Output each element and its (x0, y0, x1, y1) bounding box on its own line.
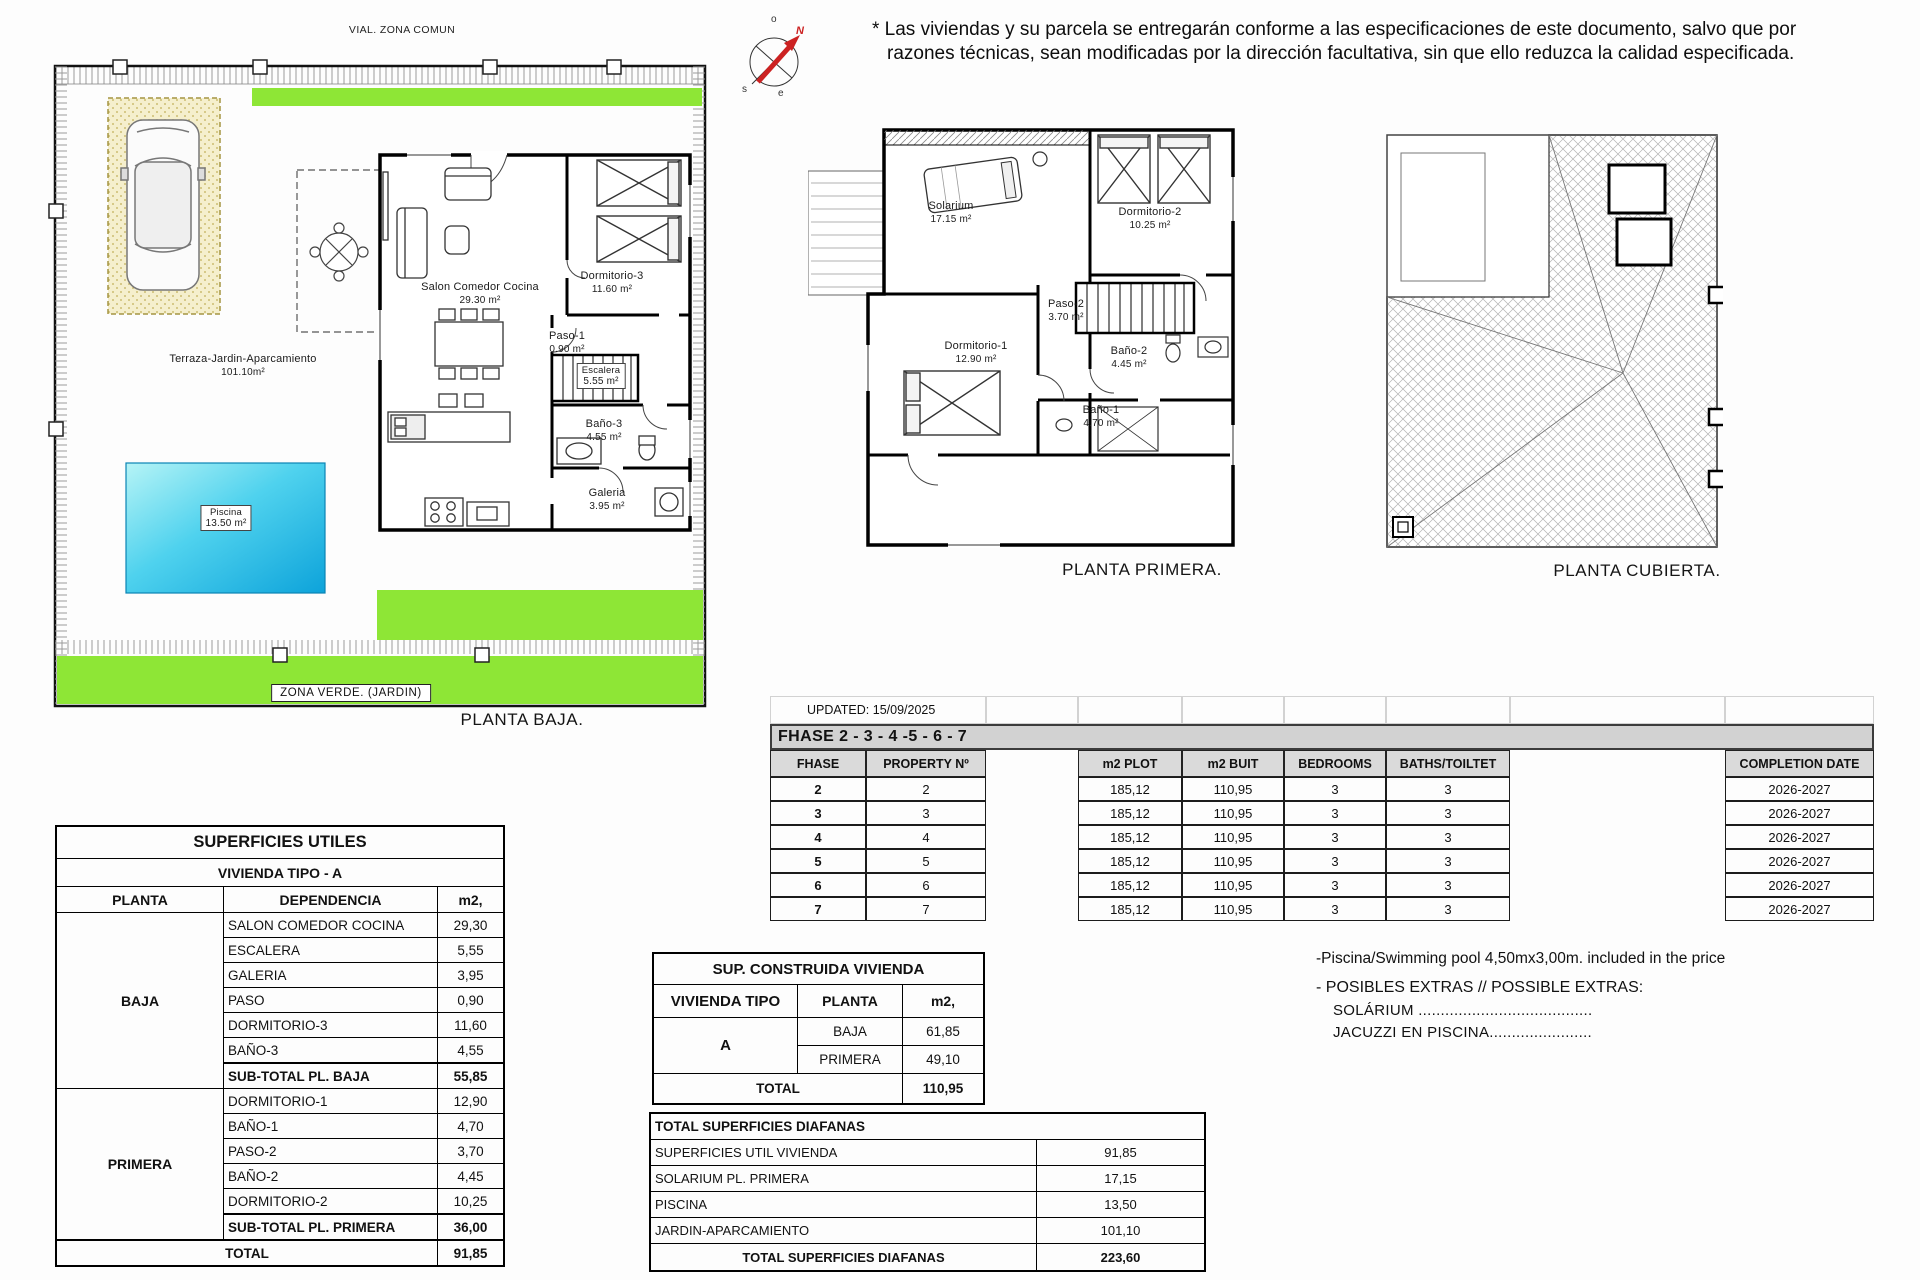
total-row (56, 1240, 504, 1266)
cell-bedrooms: 3 (1284, 825, 1386, 849)
table-row (653, 985, 984, 1018)
cell-completion: 2026-2027 (1725, 777, 1874, 801)
cell-baths: 3 (1386, 801, 1510, 825)
left-wall-hatch (55, 66, 67, 706)
cell-dependencia: GALERIA (224, 963, 438, 988)
table-row (650, 1192, 1205, 1218)
cell-built: 110,95 (1182, 897, 1284, 921)
room-label-solarium: Solarium 17.15 m² (928, 200, 974, 225)
table-row (650, 1113, 1205, 1140)
cell-m2: 49,10 (903, 1046, 985, 1074)
table-row (56, 887, 504, 913)
notes-block (1316, 950, 1816, 1041)
cell-property: 5 (866, 849, 986, 873)
room-label-dormitorio2: Dormitorio-2 10.25 m² (1118, 206, 1182, 231)
planta-primera-cell: PRIMERA (56, 1089, 224, 1241)
bottom-wall-hatch (55, 640, 705, 654)
louver-block (808, 171, 886, 295)
phase-banner: FHASE 2 - 3 - 4 -5 - 6 - 7 (770, 724, 1874, 750)
table-row (653, 1018, 984, 1046)
cell-total-label: TOTAL SUPERFICIES DIAFANAS (650, 1244, 1037, 1272)
planta-baja-title: PLANTA BAJA. (460, 710, 584, 729)
cell-bedrooms: 3 (1284, 801, 1386, 825)
cell-bedrooms: 3 (1284, 849, 1386, 873)
total-row (653, 1074, 984, 1105)
cell-fhase: 6 (770, 873, 866, 897)
table-row (56, 826, 504, 859)
col-header-dependencia: DEPENDENCIA (224, 887, 438, 913)
table-title: TOTAL SUPERFICIES DIAFANAS (650, 1113, 1205, 1140)
col-header-tipo: VIVIENDA TIPO (653, 985, 798, 1018)
cell-m2: 12,90 (438, 1089, 505, 1114)
room-label-paso2: Paso-2 3.70 m² (1047, 298, 1085, 323)
cell-dependencia: DORMITORIO-1 (224, 1089, 438, 1114)
room-label-salon: Salon Comedor Cocina 29.30 m² (421, 281, 539, 306)
cell-label: SUPERFICIES UTIL VIVIENDA (650, 1140, 1037, 1166)
cell-m2: 29,30 (438, 913, 505, 938)
cell-dependencia: PASO-2 (224, 1139, 438, 1164)
room-label-bano2: Baño-2 4.45 m² (1110, 345, 1148, 370)
house-walls (377, 151, 693, 530)
cell-fhase: 3 (770, 801, 866, 825)
col-header-completion: COMPLETION DATE (1725, 750, 1874, 777)
corner-marker (1393, 517, 1413, 537)
col-header-planta: PLANTA (798, 985, 903, 1018)
cell-baths: 3 (1386, 873, 1510, 897)
cell-plot: 185,12 (1078, 801, 1182, 825)
cell-property: 2 (866, 777, 986, 801)
cell-label: SOLARIUM PL. PRIMERA (650, 1166, 1037, 1192)
cell-total-m2: 223,60 (1037, 1244, 1206, 1272)
cell-fhase: 4 (770, 825, 866, 849)
cell-fhase: 5 (770, 849, 866, 873)
planta-baja-cell: BAJA (56, 913, 224, 1089)
cell-built: 110,95 (1182, 801, 1284, 825)
cell-dependencia: DORMITORIO-2 (224, 1189, 438, 1215)
cell-built: 110,95 (1182, 825, 1284, 849)
cell-subtotal-label: SUB-TOTAL PL. BAJA (224, 1063, 438, 1089)
cell-m2: 5,55 (438, 938, 505, 963)
cell-dependencia: BAÑO-1 (224, 1114, 438, 1139)
table-row (56, 913, 504, 938)
cell-total-label: TOTAL (56, 1240, 438, 1266)
col-header-bedrooms: BEDROOMS (1284, 750, 1386, 777)
table-row (56, 1089, 504, 1114)
cell-baths: 3 (1386, 897, 1510, 921)
table-subtitle: VIVIENDA TIPO - A (56, 859, 504, 887)
table-title: SUP. CONSTRUIDA VIVIENDA (653, 953, 984, 985)
cell-built: 110,95 (1182, 873, 1284, 897)
col-header-property: PROPERTY Nº (866, 750, 986, 777)
cell-built: 110,95 (1182, 849, 1284, 873)
compass-west-letter: o (771, 14, 777, 25)
green-strip-top (252, 88, 702, 106)
compass-east-letter: e (778, 88, 784, 98)
cell-plot: 185,12 (1078, 897, 1182, 921)
cell-m2: 4,55 (438, 1038, 505, 1064)
cell-completion: 2026-2027 (1725, 849, 1874, 873)
skylight (1609, 165, 1665, 213)
planta-primera-drawing (808, 125, 1248, 555)
table-row (653, 953, 984, 985)
extras-title: - POSIBLES EXTRAS // POSSIBLE EXTRAS: (1316, 979, 1644, 996)
stairs-icon (1076, 283, 1194, 333)
room-label-escalera: Escalera 5.55 m² (577, 363, 626, 389)
cell-dependencia: ESCALERA (224, 938, 438, 963)
cell-m2: 3,95 (438, 963, 505, 988)
cell-dependencia: SALON COMEDOR COCINA (224, 913, 438, 938)
extra-solarium: SOLÁRIUM ....................................... (1333, 1002, 1593, 1019)
cell-m2: 13,50 (1037, 1192, 1206, 1218)
room-label-galeria: Galeria 3.95 m² (588, 487, 626, 512)
car-icon (121, 120, 205, 290)
table-row (650, 1218, 1205, 1244)
cell-bedrooms: 3 (1284, 873, 1386, 897)
phase-table (770, 696, 1874, 921)
cell-built: 110,95 (1182, 777, 1284, 801)
cell-plot: 185,12 (1078, 825, 1182, 849)
planta-baja-drawing (47, 10, 712, 710)
sup-construida-table (652, 952, 985, 1105)
garden-table-icon (310, 223, 368, 281)
cell-m2: 101,10 (1037, 1218, 1206, 1244)
cell-property: 6 (866, 873, 986, 897)
table-row (56, 859, 504, 887)
cell-m2: 61,85 (903, 1018, 985, 1046)
total-row (650, 1244, 1205, 1272)
cell-property: 3 (866, 801, 986, 825)
cell-dependencia: DORMITORIO-3 (224, 1013, 438, 1038)
cell-baths: 3 (1386, 849, 1510, 873)
cell-completion: 2026-2027 (1725, 873, 1874, 897)
piscina-label: Piscina 13.50 m² (200, 505, 251, 531)
cell-m2: 3,70 (438, 1139, 505, 1164)
cell-label: PISCINA (650, 1192, 1037, 1218)
cell-planta: BAJA (798, 1018, 903, 1046)
cell-fhase: 7 (770, 897, 866, 921)
planta-primera-title: PLANTA PRIMERA. (1062, 560, 1222, 579)
cell-total-m2: 91,85 (438, 1240, 505, 1266)
cell-dependencia: BAÑO-3 (224, 1038, 438, 1064)
cell-baths: 3 (1386, 825, 1510, 849)
compass-icon (738, 10, 810, 98)
cell-bedrooms: 3 (1284, 777, 1386, 801)
pool-note: -Piscina/Swimming pool 4,50mx3,00m. included in the price (1316, 950, 1726, 967)
compass-south-letter: s (742, 84, 747, 95)
room-label-bano1: Baño-1 4.70 m² (1082, 404, 1120, 429)
col-header-planta: PLANTA (56, 887, 224, 913)
room-label-bano3: Baño-3 4.55 m² (585, 418, 623, 443)
cell-tipo: A (653, 1018, 798, 1074)
diafanas-table (649, 1112, 1206, 1272)
col-header-baths: BATHS/TOILTET (1386, 750, 1510, 777)
cell-subtotal-label: SUB-TOTAL PL. PRIMERA (224, 1214, 438, 1240)
cell-property: 4 (866, 825, 986, 849)
cell-plot: 185,12 (1078, 777, 1182, 801)
side-table-icon (1033, 152, 1047, 166)
cell-planta: PRIMERA (798, 1046, 903, 1074)
room-label-paso1: Paso-1 0.90 m² (548, 330, 586, 355)
cell-m2: 91,85 (1037, 1140, 1206, 1166)
bed-icon (904, 371, 1000, 435)
updated-cell: UPDATED: 15/09/2025 (770, 696, 986, 724)
disclaimer-text: * Las viviendas y su parcela se entregarán conforme a las especificaciones de este documento, salvo que por razones técnicas, sean modificadas por la dirección facultativa, sin que ello reduzca la calidad especificada. (872, 19, 1797, 64)
cell-m2: 4,70 (438, 1114, 505, 1139)
col-header-built: m2 BUIT (1182, 750, 1284, 777)
green-block-bottom-right (377, 590, 703, 640)
col-header-fhase: FHASE (770, 750, 866, 777)
skylight (1617, 219, 1671, 265)
cell-subtotal-m2: 36,00 (438, 1214, 505, 1240)
cell-plot: 185,12 (1078, 849, 1182, 873)
cell-m2: 4,45 (438, 1164, 505, 1189)
zona-verde-label: ZONA VERDE. (JARDIN) (271, 684, 431, 702)
room-label-dormitorio1: Dormitorio-1 12.90 m² (944, 340, 1008, 365)
cell-total-label: TOTAL (653, 1074, 903, 1105)
superficies-utiles-table (55, 825, 505, 1267)
cell-fhase: 2 (770, 777, 866, 801)
cell-total-m2: 110,95 (903, 1074, 985, 1105)
cell-m2: 17,15 (1037, 1166, 1206, 1192)
lower-roof-area (1401, 153, 1485, 281)
cell-m2: 11,60 (438, 1013, 505, 1038)
solarium-hatch-band (884, 130, 1090, 145)
cell-completion: 2026-2027 (1725, 897, 1874, 921)
cell-completion: 2026-2027 (1725, 801, 1874, 825)
table-row (650, 1166, 1205, 1192)
cell-bedrooms: 3 (1284, 897, 1386, 921)
terraza-label: Terraza-Jardin-Aparcamiento 101.10m² (169, 353, 317, 378)
cell-property: 7 (866, 897, 986, 921)
col-header-m2: m2, (438, 887, 505, 913)
col-header-m2: m2, (903, 985, 985, 1018)
extra-jacuzzi: JACUZZI EN PISCINA....................... (1333, 1024, 1593, 1041)
planta-cubierta-title: PLANTA CUBIERTA. (1553, 561, 1721, 580)
col-header-plot: m2 PLOT (1078, 750, 1182, 777)
cell-m2: 10,25 (438, 1189, 505, 1215)
cell-label: JARDIN-APARCAMIENTO (650, 1218, 1037, 1244)
cell-completion: 2026-2027 (1725, 825, 1874, 849)
cell-m2: 0,90 (438, 988, 505, 1013)
compass-north-letter: N (796, 25, 804, 37)
cell-baths: 3 (1386, 777, 1510, 801)
table-title: SUPERFICIES UTILES (56, 826, 504, 859)
cell-subtotal-m2: 55,85 (438, 1063, 505, 1089)
vial-label: VIAL. ZONA COMUN (348, 24, 456, 36)
room-label-dormitorio3: Dormitorio-3 11.60 m² (580, 270, 644, 295)
cell-dependencia: BAÑO-2 (224, 1164, 438, 1189)
planta-cubierta-drawing (1383, 129, 1723, 554)
cell-dependencia: PASO (224, 988, 438, 1013)
cell-plot: 185,12 (1078, 873, 1182, 897)
table-row (650, 1140, 1205, 1166)
